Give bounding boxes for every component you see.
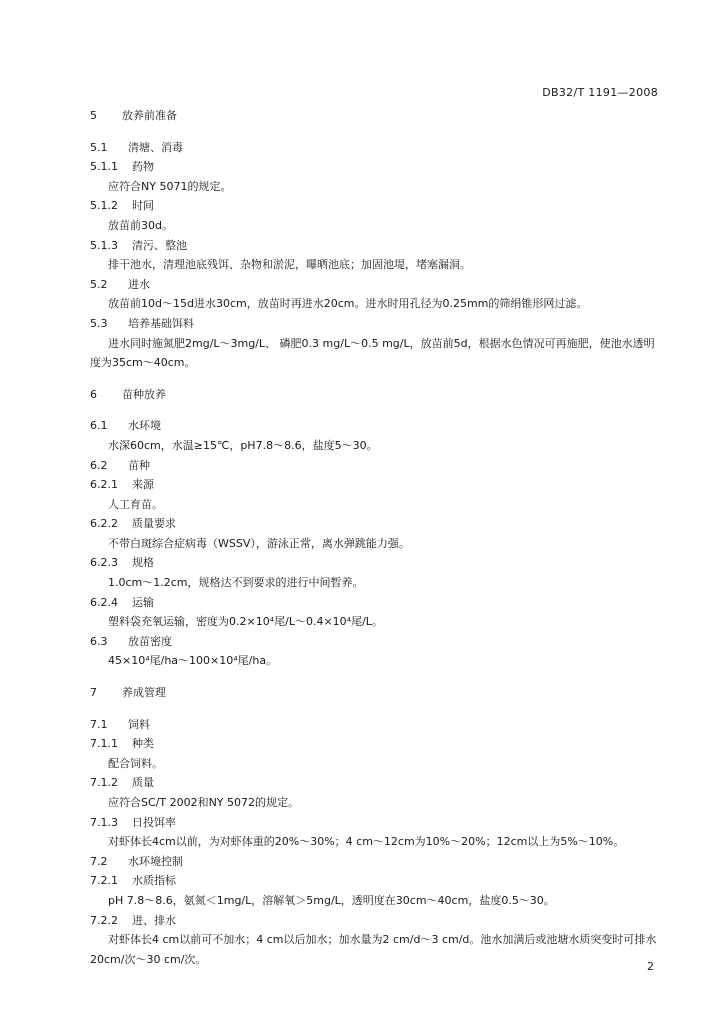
section-5-1-2-text: 放苗前30d。 (108, 218, 173, 232)
section-5-1-1-text: 应符合NY 5071的规定。 (108, 179, 232, 193)
section-5-1-heading: 5.1 清塘、消毒 (90, 140, 183, 154)
section-5-1-3-text: 排干池水，清理池底残饵、杂物和淤泥，曝晒池底；加固池堤，堵塞漏洞。 (108, 258, 471, 272)
section-5-1-3-heading: 5.1.3 清污、整池 (90, 238, 187, 252)
section-6-1-text: 水深60cm，水温≥15℃，pH7.8～8.6，盐度5～30。 (108, 438, 378, 452)
section-7-1-3-text: 对虾体长4cm以前，为对虾体重的20%～30%；4 cm～12cm为10%～20%；12cm以上为5%～10%。 (108, 835, 625, 849)
section-6-2-heading: 6.2 苗种 (90, 458, 150, 472)
section-6-1-heading: 6.1 水环境 (90, 419, 161, 433)
section-6-3-text: 45×10⁴尾/ha～100×10⁴尾/ha。 (108, 654, 278, 668)
document-code: DB32/T 1191—2008 (542, 86, 658, 99)
section-7-1-2-text: 应符合SC/T 2002和NY 5072的规定。 (108, 796, 300, 809)
section-7-heading: 7 养成管理 (90, 686, 166, 700)
section-7-1-heading: 7.1 饲料 (90, 717, 150, 731)
document-body (90, 106, 662, 969)
section-6-2-1-text: 人工育苗。 (108, 497, 163, 511)
section-5-1-2-heading: 5.1.2 时间 (90, 199, 154, 213)
section-7-1-3-heading: 7.1.3 日投饵率 (90, 815, 176, 829)
section-7-1-2-heading: 7.1.2 质量 (90, 776, 154, 790)
section-5-1-1-heading: 5.1.1 药物 (90, 160, 154, 174)
section-7-2-2-text: 对虾体长4 cm以前可不加水；4 cm以后加水；加水量为2 cm/d～3 cm/d。池水加满后或池塘水质突变时可排水20cm/次～30 cm/次。 (90, 933, 657, 966)
section-7-2-1-heading: 7.2.1 水质指标 (90, 874, 176, 888)
section-5-2-heading: 5.2 进水 (90, 277, 150, 291)
section-6-2-3-text: 1.0cm～1.2cm，规格达不到要求的进行中间暂养。 (108, 576, 364, 590)
section-5-2-text: 放苗前10d～15d进水30cm，放苗时再进水20cm。进水时用孔径为0.25mm的筛绢锥形网过滤。 (108, 297, 588, 311)
section-6-2-1-heading: 6.2.1 来源 (90, 478, 154, 492)
section-7-2-2-heading: 7.2.2 进、排水 (90, 913, 176, 927)
section-7-2-1-text: pH 7.8～8.6，氨氮＜1mg/L，溶解氧＞5mg/L，透明度在30cm～40cm，盐度0.5～30。 (108, 893, 555, 907)
section-6-2-3-heading: 6.2.3 规格 (90, 556, 154, 570)
section-6-2-2-heading: 6.2.2 质量要求 (90, 517, 176, 531)
section-7-2-heading: 7.2 水环境控制 (90, 854, 183, 868)
section-7-1-1-heading: 7.1.1 种类 (90, 737, 154, 751)
section-6-heading: 6 苗种放养 (90, 387, 166, 401)
section-6-2-2-text: 不带白斑综合症病毒（WSSV），游泳正常，离水弹跳能力强。 (108, 536, 410, 550)
section-7-1-1-text: 配合饲料。 (108, 756, 163, 770)
section-5-heading: 5 放养前准备 (90, 109, 177, 122)
section-6-3-heading: 6.3 放苗密度 (90, 634, 172, 648)
section-6-2-4-heading: 6.2.4 运输 (90, 595, 154, 609)
section-5-3-text: 进水同时施氮肥2mg/L～3mg/L、 磷肥0.3 mg/L～0.5 mg/L，放苗前5d，根据水色情况可再施肥，使池水透明度为35cm～40cm。 (90, 336, 655, 370)
page-number: 2 (647, 960, 654, 973)
section-5-3-heading: 5.3 培养基础饵料 (90, 316, 194, 330)
section-6-2-4-text: 塑料袋充氧运输，密度为0.2×10⁴尾/L～0.4×10⁴尾/L。 (108, 615, 383, 629)
